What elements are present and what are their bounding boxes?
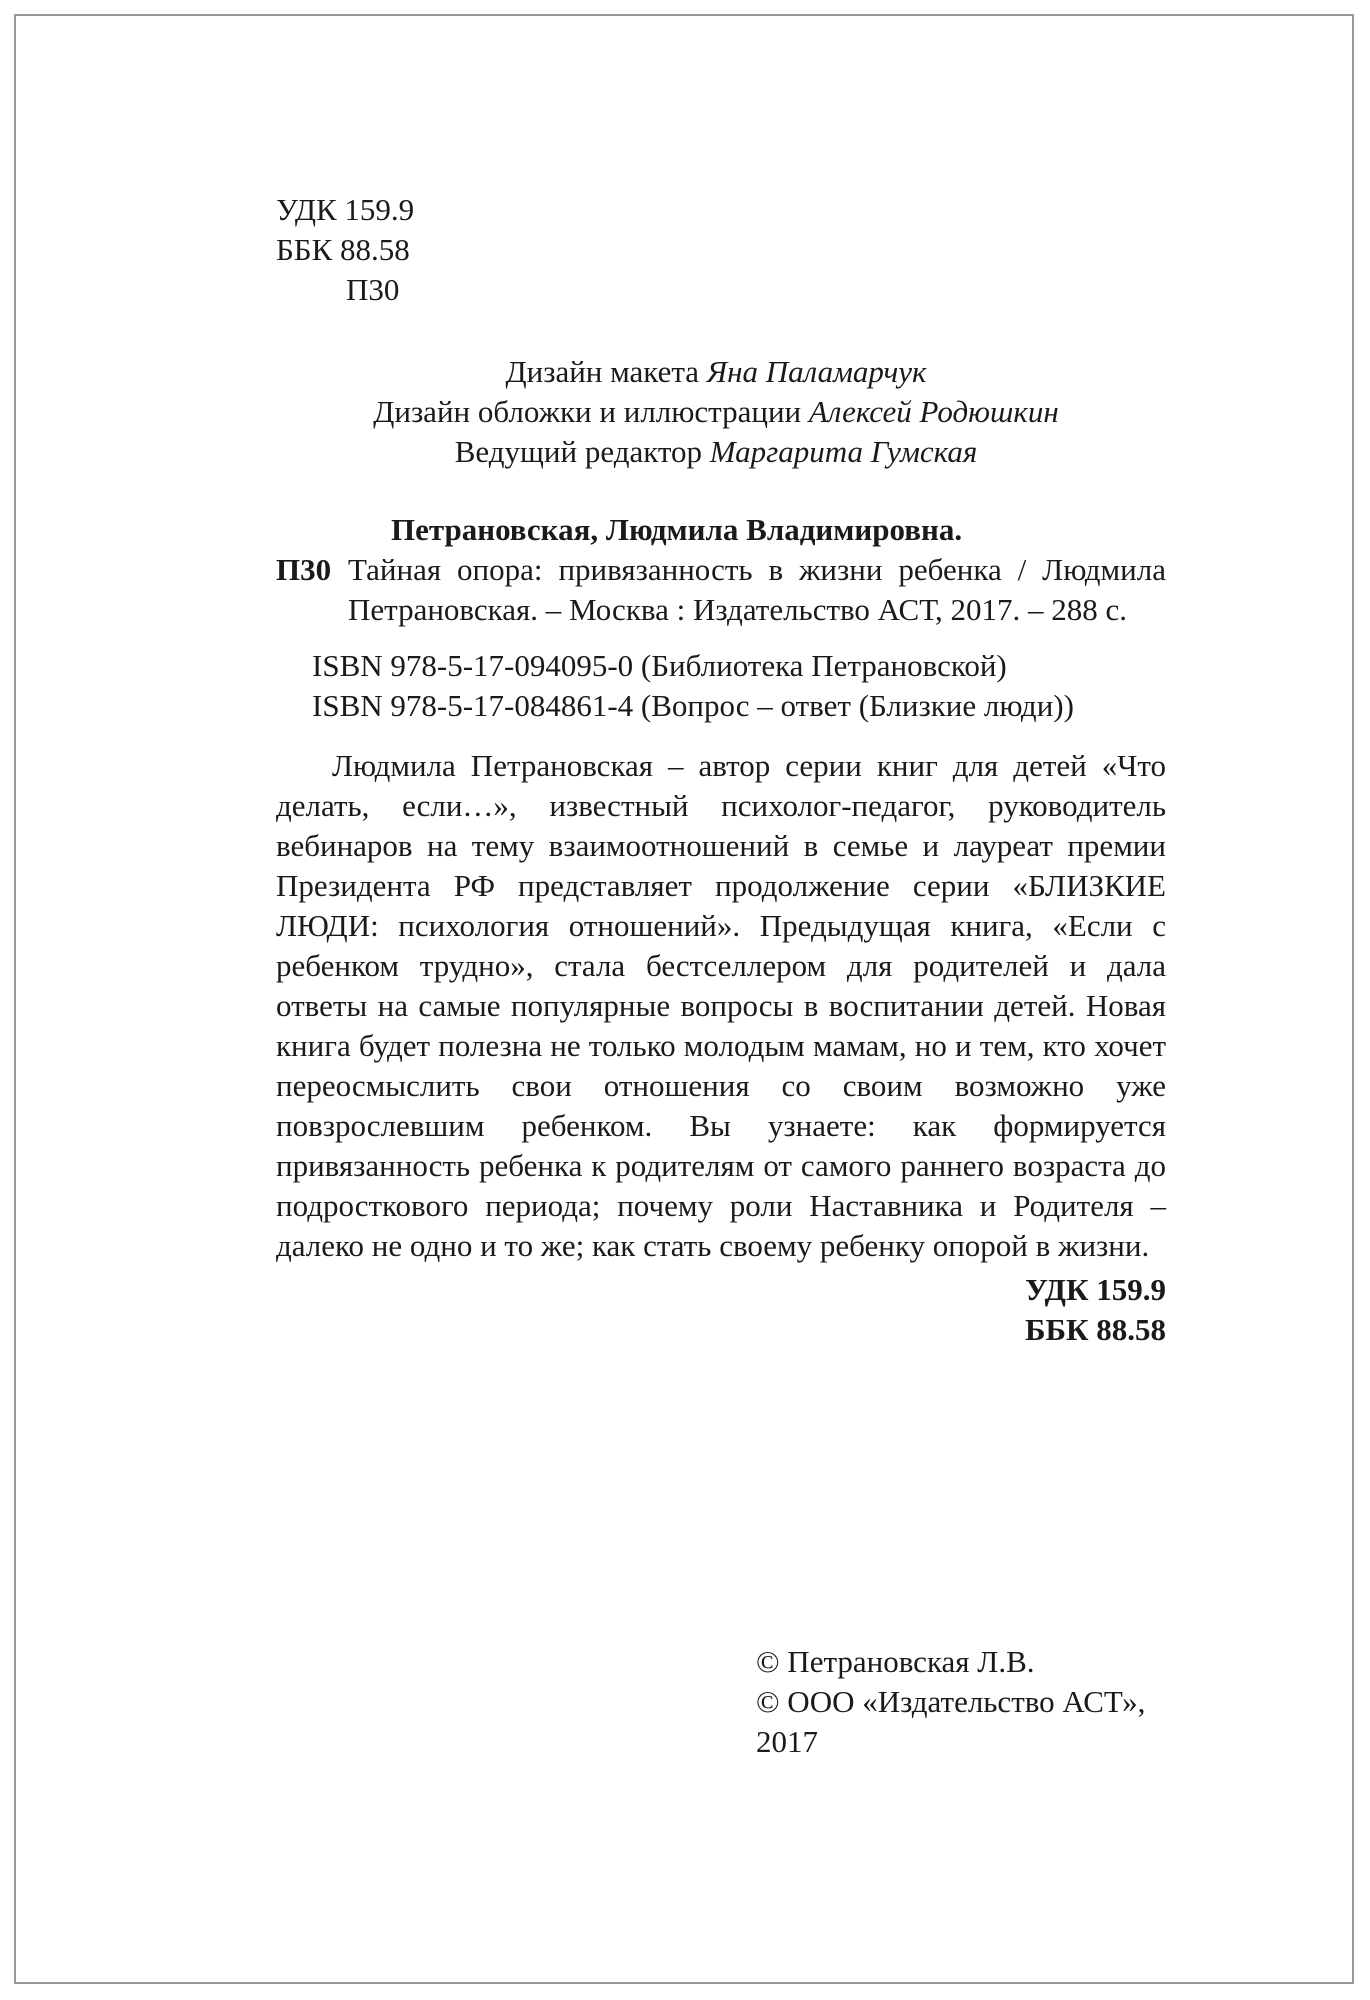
credit-role: Дизайн макета <box>505 354 700 389</box>
isbn-line: ISBN 978-5-17-094095-0 (Библиотека Петрановской) <box>312 648 1007 683</box>
credit-name: Яна Паламарчук <box>706 354 927 389</box>
copyright-line: © ООО «Издательство АСТ», <box>756 1684 1146 1719</box>
bbk-code: ББК 88.58 <box>276 232 410 267</box>
bibliographic-record <box>276 510 1166 630</box>
imprint-page <box>276 190 1166 1350</box>
copyright-line: © Петрановская Л.В. <box>756 1644 1035 1679</box>
classification-codes-bottom <box>276 1270 1166 1350</box>
author-heading: Петрановская, Людмила Владимировна. <box>391 512 963 547</box>
copyright-line: 2017 <box>756 1724 818 1759</box>
credit-line <box>276 392 1156 432</box>
credit-line <box>276 352 1156 392</box>
credit-name: Алексей Родюшкин <box>808 394 1059 429</box>
annotation-text: Людмила Петрановская – автор серии книг для детей «Что делать, если…», известный психолог-педагог, руководитель вебинаров на тему взаимоотношений в семье и лауреат премии Президента РФ представляет продолжение серии «БЛИЗКИЕ ЛЮДИ: психология отношений». Предыдущая книга, «Если с ребенком трудно», стала бестселлером для родителей и дала ответы на самые популярные вопросы в воспитании детей. Новая книга будет полезна не только молодым мамам, но и тем, кто хочет переосмыслить свои отношения со своим возможно уже повзрослевшим ребенком. Вы узнаете: как формируется привязанность ребенка к родителям от самого раннего возраста до подросткового периода; почему роли Наставника и Родителя – далеко не одно и то же; как стать своему ребенку опорой в жизни. <box>276 748 1166 1263</box>
cutter-code-top: П30 <box>346 272 400 307</box>
credit-role: Ведущий редактор <box>454 434 703 469</box>
credits-block <box>276 352 1156 472</box>
cutter-code: П30 <box>276 552 332 587</box>
isbn-list <box>276 646 1166 726</box>
credit-line <box>276 432 1156 472</box>
bibliographic-body <box>276 550 1166 630</box>
bibliographic-description: Тайная опора: привязанность в жизни ребенка / Людмила Петрановская. – Москва : Издательство АСТ, 2017. – 288 с. <box>348 552 1166 627</box>
bbk-code-bottom: ББК 88.58 <box>1025 1312 1166 1347</box>
udk-code: УДК 159.9 <box>276 192 415 227</box>
credit-role: Дизайн обложки и иллюстрации <box>373 394 802 429</box>
copyright-block <box>756 1642 1145 1762</box>
isbn-line: ISBN 978-5-17-084861-4 (Вопрос – ответ (Близкие люди)) <box>312 688 1074 723</box>
udk-code-bottom: УДК 159.9 <box>1025 1272 1166 1307</box>
classification-codes <box>276 190 1166 310</box>
credit-name: Маргарита Гумская <box>709 434 978 469</box>
